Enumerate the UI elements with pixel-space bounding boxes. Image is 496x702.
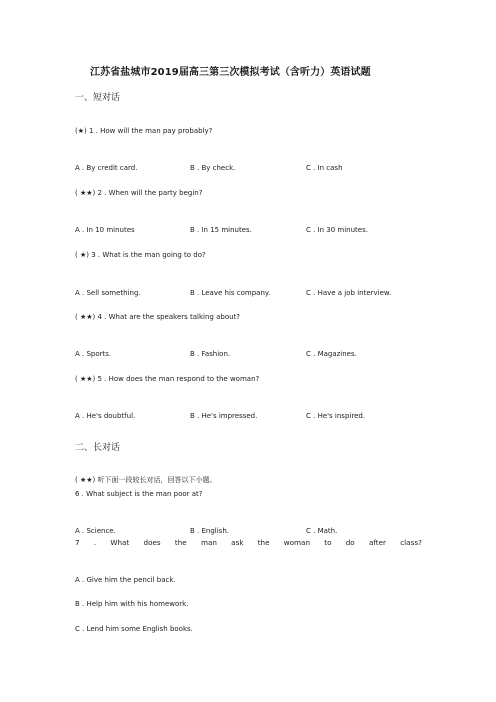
- question-7-option-c: C . Lend him some English books.: [75, 625, 193, 633]
- q7-word: man: [200, 538, 217, 547]
- question-5-option-b: B . He's impressed.: [190, 412, 258, 420]
- q7-word: What: [110, 538, 130, 547]
- question-1-option-b: B . By check.: [190, 164, 236, 172]
- q7-word: the: [174, 538, 187, 547]
- q7-word: after: [368, 538, 386, 547]
- q7-word: .: [93, 538, 97, 547]
- question-3-option-b: B . Leave his company.: [190, 289, 271, 297]
- q7-word: 7: [75, 538, 80, 547]
- question-1-option-c: C . In cash: [306, 164, 343, 172]
- question-3-option-a: A . Sell something.: [75, 289, 141, 297]
- long-dialogue-instruction: ( ★★) 听下面一段较长对话，回答以下小题。: [75, 476, 217, 484]
- section-heading-short-dialogues: 一、短对话: [75, 93, 121, 103]
- q7-word: class?: [400, 538, 422, 547]
- question-5-option-a: A . He's doubtful.: [75, 412, 136, 420]
- question-2-stem: ( ★★) 2 . When will the party begin?: [75, 189, 203, 197]
- question-4-stem: ( ★★) 4 . What are the speakers talking about?: [75, 313, 241, 321]
- q7-word: the: [257, 538, 270, 547]
- question-5-option-c: C . He's inspired.: [306, 412, 366, 420]
- q7-word: to: [324, 538, 332, 547]
- page-title: 江苏省盐城市2019届高三第三次模拟考试（含听力）英语试题: [90, 67, 371, 78]
- question-7-option-a: A . Give him the pencil back.: [75, 576, 176, 584]
- question-2-option-c: C . In 30 minutes.: [306, 226, 368, 234]
- question-1-stem: (★) 1 . How will the man pay probably?: [75, 127, 213, 135]
- q7-word: woman: [283, 538, 311, 547]
- question-4-option-b: B . Fashion.: [190, 350, 231, 358]
- question-3-stem: ( ★) 3 . What is the man going to do?: [75, 251, 206, 259]
- question-7-option-b: B . Help him with his homework.: [75, 600, 189, 608]
- question-7-stem: [75, 538, 422, 547]
- question-4-option-a: A . Sports.: [75, 350, 112, 358]
- question-4-option-c: C . Magazines.: [306, 350, 357, 358]
- q7-word: do: [345, 538, 355, 547]
- question-6-option-a: A . Science.: [75, 527, 116, 535]
- question-5-stem: ( ★★) 5 . How does the man respond to the woman?: [75, 375, 260, 383]
- section-heading-long-dialogues: 二、长对话: [75, 443, 121, 453]
- question-6-stem: 6 . What subject is the man poor at?: [75, 490, 203, 498]
- q7-word: ask: [231, 538, 244, 547]
- q7-word: does: [143, 538, 161, 547]
- question-6-option-c: C . Math.: [306, 527, 338, 535]
- question-6-option-b: B . English.: [190, 527, 229, 535]
- question-1-option-a: A . By credit card.: [75, 164, 138, 172]
- question-2-option-a: A . In 10 minutes: [75, 226, 135, 234]
- question-2-option-b: B . In 15 minutes.: [190, 226, 252, 234]
- question-3-option-c: C . Have a job interview.: [306, 289, 392, 297]
